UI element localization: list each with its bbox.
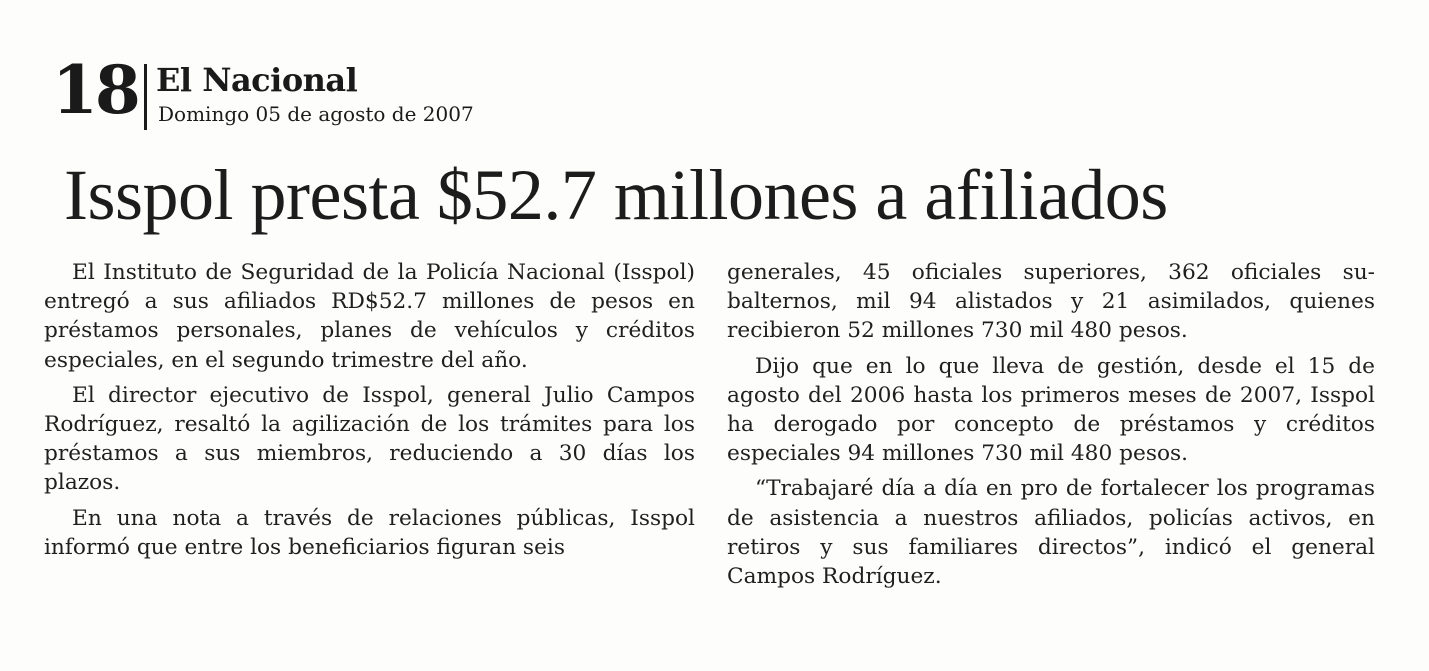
article-headline: Isspol presta $52.7 millones a afiliados	[64, 155, 1168, 235]
article-column-left	[44, 258, 695, 568]
paragraph: En una nota a través de relaciones públicas, Isspol informó que entre los beneficiarios figuran seis	[44, 505, 695, 560]
header-divider	[144, 64, 147, 130]
paragraph: “Trabajaré día a día en pro de fortalecer los programas de asistencia a nuestros afiliados, policías activos, en retiros y sus familiares directos”, indicó el general Campos Rodríguez.	[727, 476, 1375, 590]
paragraph: Dijo que en lo que lleva de gestión, desde el 15 de agosto del 2006 hasta los primeros meses de 2007, Isspol ha derogado por concepto de préstamos y créditos especiales 94 millones 730 mil 480 pesos.	[727, 353, 1375, 467]
paragraph: generales, 45 oficiales superiores, 362 oficiales subalternos, mil 94 alistados y 21 asimilados, quienes recibieron 52 millones 730 mil 480 pesos.	[727, 260, 1375, 344]
page-number: 18	[52, 51, 138, 129]
publication-date: Domingo 05 de agosto de 2007	[158, 102, 474, 126]
paragraph: El director ejecutivo de Isspol, general Julio Campos Rodríguez, resaltó la agilización de los trámites para los préstamos a sus miembros, reduciendo a 30 días los plazos.	[44, 382, 695, 496]
paragraph: El Instituto de Seguridad de la Policía Nacional (Isspol) entregó a sus afiliados RD$52.7 millones de pesos en préstamos personales, planes de vehículos y créditos especiales, en el segundo trimestre del año.	[44, 260, 695, 373]
newspaper-name: El Nacional	[156, 61, 358, 99]
article-column-right	[727, 258, 1375, 597]
